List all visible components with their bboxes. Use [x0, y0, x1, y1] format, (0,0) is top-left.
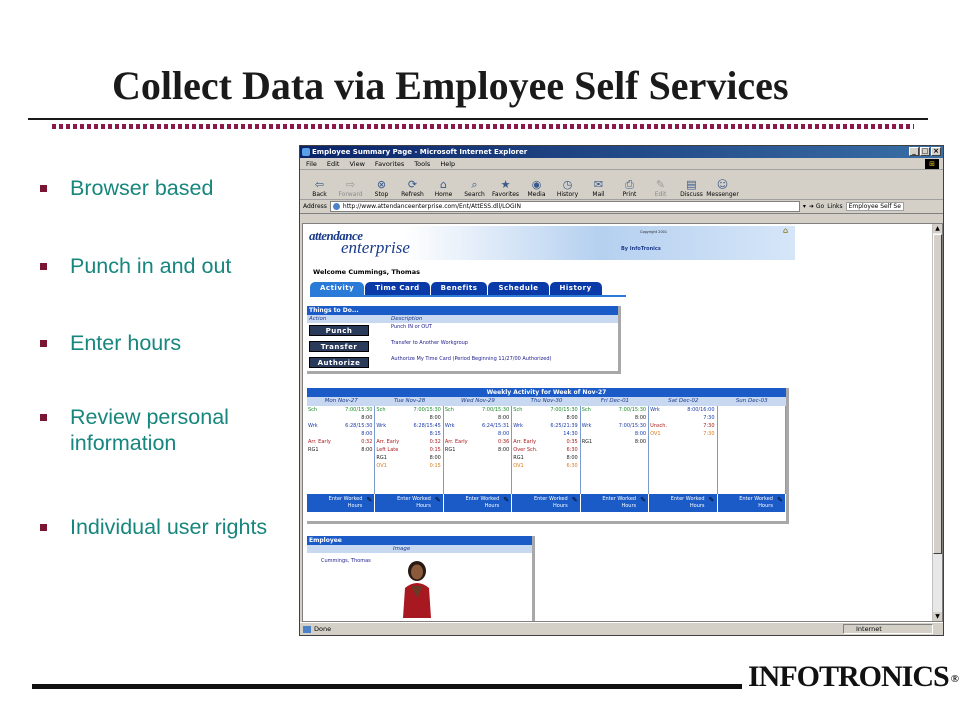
transfer-button[interactable]: Transfer [309, 341, 369, 352]
discuss-icon: ▤ [686, 178, 697, 191]
activity-value: 8:00 [498, 447, 510, 453]
bullet-item: Browser based [40, 175, 213, 201]
button-label: Hours [484, 503, 500, 509]
forward-icon: ⇨ [345, 178, 356, 191]
slide-title: Collect Data via Employee Self Services [112, 63, 789, 108]
activity-code: RG1 [513, 455, 524, 461]
toolbar-refresh-button[interactable] [397, 170, 428, 200]
menu-help[interactable]: Help [440, 160, 456, 168]
activity-value: 8:00 [429, 455, 441, 461]
activity-line [375, 430, 442, 438]
activity-code: Unsch. [650, 423, 668, 429]
day-column [581, 406, 649, 494]
activity-value: 8:00/16:00 [687, 407, 715, 413]
day-header: Wed Nov-29 [461, 398, 495, 404]
maximize-icon[interactable]: □ [921, 147, 929, 155]
activity-line [649, 406, 716, 414]
activity-line [512, 406, 579, 414]
activity-code: Arr. Early [513, 439, 537, 445]
vertical-scrollbar[interactable] [932, 224, 942, 621]
enter-worked-hours-button[interactable] [649, 494, 717, 512]
toolbar-media-button[interactable] [521, 170, 552, 200]
title-rule [28, 118, 928, 120]
infotronics-logo: INFOTRONICS ® [748, 660, 958, 693]
tab-history[interactable]: History [550, 282, 602, 295]
activity-code: Sch [513, 407, 523, 413]
activity-line [581, 414, 648, 422]
activity-line [375, 462, 442, 470]
window-title: Employee Summary Page - Microsoft Internet Explorer [312, 148, 528, 156]
day-header: Sat Dec-02 [668, 398, 699, 404]
toolbar-label: Mail [592, 191, 605, 198]
toolbar-forward-button[interactable] [335, 170, 366, 200]
toolbar-edit-button[interactable] [645, 170, 676, 200]
activity-line [307, 430, 374, 438]
activity-value: 0:35 [566, 439, 578, 445]
attendance-enterprise-banner [305, 226, 795, 260]
day-header: Fri Dec-01 [600, 398, 630, 404]
activity-line [581, 438, 648, 446]
button-label: Hours [347, 503, 363, 509]
activity-line [512, 414, 579, 422]
minimize-icon[interactable]: _ [909, 147, 919, 156]
toolbar-mail-button[interactable] [583, 170, 614, 200]
activity-code: Wrk [650, 407, 660, 413]
windows-logo-icon: ⊞ [925, 159, 939, 169]
menu-view[interactable]: View [349, 160, 365, 168]
toolbar-label: Stop [374, 191, 389, 198]
activity-code: Wrk [444, 423, 455, 429]
media-icon: ◉ [531, 178, 542, 191]
ie-icon [302, 148, 310, 156]
activity-value: 7:00/15:30 [413, 407, 441, 413]
mail-icon: ✉ [593, 178, 604, 191]
toolbar-discuss-button[interactable] [676, 170, 707, 200]
activity-code: Sch [308, 407, 318, 413]
activity-line [307, 438, 374, 446]
activity-line [307, 422, 374, 430]
activity-code: Wrk [581, 423, 592, 429]
tab-bar [310, 282, 602, 295]
address-dropdown-icon[interactable]: ▾ [802, 203, 806, 210]
browser-window [299, 145, 944, 636]
status-text: Done [314, 625, 332, 633]
tab-activity[interactable]: Activity [310, 282, 364, 295]
toolbar-messenger-button[interactable] [707, 170, 738, 200]
activity-code: Arr. Early [444, 439, 468, 445]
enter-worked-hours-button[interactable] [307, 494, 375, 512]
employee-columns [307, 545, 532, 553]
activity-value: 7:00/15:30 [550, 407, 578, 413]
day-column [718, 406, 786, 494]
col-image: Image [393, 546, 411, 552]
activity-value: 14:30 [563, 431, 578, 437]
activity-value: 8:00 [429, 415, 441, 421]
tab-time-card[interactable]: Time Card [365, 282, 429, 295]
activity-code: Sch [376, 407, 386, 413]
activity-line [512, 454, 579, 462]
edit-icon: ✎ [655, 178, 666, 191]
activity-line [375, 446, 442, 454]
weekly-day-headers [307, 397, 786, 406]
activity-line [307, 414, 374, 422]
activity-value: 7:30 [703, 415, 715, 421]
todo-columns [307, 315, 618, 323]
activity-code: RG1 [444, 447, 456, 453]
toolbar-label: Media [527, 191, 546, 198]
menu-edit[interactable]: Edit [326, 160, 340, 168]
enter-hours-row [307, 494, 786, 512]
status-bar [300, 622, 943, 635]
activity-line [512, 438, 579, 446]
activity-code: OV1 [513, 463, 524, 469]
col-action: Action [309, 316, 327, 322]
todo-row [307, 355, 618, 371]
scroll-thumb[interactable] [933, 234, 942, 554]
toolbar-home-button[interactable] [428, 170, 459, 200]
day-header: Tue Nov-28 [394, 398, 426, 404]
authorize-button[interactable]: Authorize [309, 357, 369, 368]
activity-value: 6:30 [566, 447, 578, 453]
toolbar-label: Back [312, 191, 327, 198]
menu-tools[interactable]: Tools [414, 160, 431, 168]
day-column [375, 406, 443, 494]
activity-line [375, 422, 442, 430]
activity-value: 7:00/15:30 [345, 407, 373, 413]
activity-value: 6:28/15:45 [413, 423, 441, 429]
activity-line [581, 422, 648, 430]
toolbar-label: Edit [654, 191, 667, 198]
things-to-do-panel [307, 306, 621, 374]
activity-value: 0:15 [429, 463, 441, 469]
activity-value: 6:24/15:31 [481, 423, 510, 429]
back-icon: ⇦ [314, 178, 325, 191]
favorites-icon: ★ [500, 178, 511, 191]
activity-value: 0:36 [498, 439, 510, 445]
activity-value: 8:00 [361, 415, 373, 421]
toolbar-history-button[interactable] [552, 170, 583, 200]
weekly-activity-panel [307, 388, 789, 524]
scroll-down-icon[interactable]: ▼ [933, 612, 942, 621]
activity-line [375, 406, 442, 414]
address-label: Address [303, 203, 327, 210]
activity-value: 8:00 [566, 455, 578, 461]
activity-value: 8:00 [566, 415, 578, 421]
toolbar-back-button[interactable] [304, 170, 335, 200]
activity-line [375, 454, 442, 462]
todo-description: Authorize My Time Card (Period Beginning 11/27/00 Authorized) [391, 356, 552, 362]
history-icon: ◷ [562, 178, 573, 191]
search-icon: ⌕ [471, 178, 478, 191]
activity-code: RG1 [308, 447, 319, 453]
copyright-text: Copyright 2001 [640, 230, 668, 234]
toolbar-label: Print [622, 191, 637, 198]
activity-line [581, 430, 648, 438]
activity-line [512, 446, 579, 454]
ae-logo-line1: attendance [309, 228, 363, 243]
security-zone: Internet [843, 624, 933, 634]
menu-favorites[interactable]: Favorites [374, 160, 405, 168]
activity-line [512, 462, 579, 470]
toolbar-label: Refresh [401, 191, 424, 198]
enter-worked-hours-button[interactable] [375, 494, 443, 512]
button-label: Hours [758, 503, 773, 509]
stop-icon: ⊗ [376, 178, 387, 191]
bullet-item: Punch in and out [40, 253, 231, 279]
activity-code: Arr. Early [308, 439, 331, 445]
todo-row [307, 323, 618, 339]
activity-value: 7:00/15:30 [618, 423, 647, 429]
activity-value: 7:00/15:30 [618, 407, 647, 413]
activity-value: 8:00 [634, 439, 647, 445]
day-header: Mon Nov-27 [324, 398, 358, 404]
tab-benefits[interactable]: Benefits [431, 282, 488, 295]
activity-code: Sch [581, 407, 591, 413]
day-column [444, 406, 512, 494]
tab-schedule[interactable]: Schedule [488, 282, 548, 295]
activity-line [444, 406, 511, 414]
refresh-icon: ⟳ [407, 178, 418, 191]
button-label: Hours [621, 503, 637, 509]
button-label: Enter Worked [328, 496, 363, 502]
activity-code: Arr. Early [376, 439, 400, 445]
activity-line [375, 414, 442, 422]
page-home-icon[interactable]: ⌂ [783, 226, 789, 235]
bullet-item: Review personal information [40, 404, 290, 456]
weekly-grid [307, 406, 786, 494]
menu-bar [300, 158, 943, 170]
button-label: Hours [689, 503, 705, 509]
button-label: Enter Worked [533, 496, 568, 502]
tab-underline [310, 295, 626, 297]
activity-value: 0:32 [429, 439, 441, 445]
url-input[interactable]: http://www.attendanceenterprise.com/Ent/AttESS.dll/LOGIN [330, 201, 800, 212]
page-viewport [302, 223, 943, 622]
toolbar-favorites-button[interactable] [490, 170, 521, 200]
ae-logo-line2: enterprise [341, 238, 410, 257]
toolbar-label: Discuss [680, 191, 703, 198]
activity-value: 7:30 [703, 423, 715, 429]
todo-description: Punch IN or OUT [391, 324, 432, 330]
enter-worked-hours-button[interactable] [581, 494, 649, 512]
activity-code: Wrk [308, 423, 318, 429]
todo-description: Transfer to Another Workgroup [391, 340, 468, 346]
close-icon[interactable]: × [931, 147, 941, 156]
employee-name: Cummings, Thomas [321, 558, 371, 564]
activity-code: Sch [444, 407, 454, 413]
enter-worked-hours-button[interactable] [444, 494, 512, 512]
enter-worked-hours-button[interactable] [718, 494, 786, 512]
activity-value: 8:00 [361, 431, 373, 437]
activity-value: 8:00 [634, 415, 647, 421]
activity-code: OV1 [376, 463, 387, 469]
activity-line [375, 438, 442, 446]
activity-code: Left Late [376, 447, 399, 453]
button-label: Enter Worked [602, 496, 637, 502]
activity-line [649, 422, 716, 430]
toolbar [300, 170, 943, 200]
activity-code: RG1 [376, 455, 387, 461]
messenger-icon: ☺ [716, 178, 729, 191]
toolbar-label: Messenger [706, 191, 739, 198]
activity-line [444, 430, 511, 438]
day-column [307, 406, 375, 494]
title-dotted-rule [52, 124, 914, 129]
activity-value: 0:32 [361, 439, 373, 445]
toolbar-label: History [556, 191, 579, 198]
home-icon: ⌂ [440, 178, 447, 191]
links-item-employee-self-service[interactable]: Employee Self Se [846, 202, 904, 211]
activity-line [649, 430, 716, 438]
employee-photo [399, 558, 435, 618]
activity-line [581, 406, 648, 414]
punch-button[interactable]: Punch [309, 325, 369, 336]
address-bar [300, 200, 943, 214]
activity-line [512, 422, 579, 430]
toolbar-label: Home [434, 191, 453, 198]
toolbar-search-button[interactable] [459, 170, 490, 200]
activity-value: 8:00 [361, 447, 373, 453]
button-label: Enter Worked [465, 496, 500, 502]
links-button[interactable]: Links [827, 203, 843, 210]
activity-value: 6:30 [566, 463, 578, 469]
activity-code: Wrk [376, 423, 387, 429]
bullet-item: Enter hours [40, 330, 181, 356]
activity-value: 8:15 [429, 431, 441, 437]
toolbar-label: Search [464, 191, 485, 198]
activity-line [444, 446, 511, 454]
todo-row [307, 339, 618, 355]
day-header: Sun Dec-03 [735, 398, 768, 404]
welcome-text: Welcome Cummings, Thomas [313, 268, 420, 276]
activity-line [307, 446, 374, 454]
activity-value: 6:25/21:39 [550, 423, 578, 429]
enter-worked-hours-button[interactable] [512, 494, 580, 512]
activity-value: 7:30 [703, 431, 715, 437]
activity-code: Wrk [513, 423, 523, 429]
activity-line [649, 414, 716, 422]
activity-line [307, 406, 374, 414]
toolbar-label: Forward [338, 191, 363, 198]
button-label: Enter Worked [397, 496, 431, 502]
print-icon: ⎙ [625, 178, 634, 191]
go-button[interactable]: ➜ Go [808, 203, 825, 210]
toolbar-stop-button[interactable] [366, 170, 397, 200]
button-label: Enter Worked [739, 496, 773, 502]
employee-panel [307, 536, 535, 622]
menu-file[interactable]: File [306, 160, 317, 168]
activity-line [512, 430, 579, 438]
activity-code: OV1 [650, 431, 661, 437]
toolbar-print-button[interactable] [614, 170, 645, 200]
bullet-item: Individual user rights [40, 514, 290, 540]
activity-line [444, 422, 511, 430]
button-label: Enter Worked [670, 496, 705, 502]
day-column [649, 406, 717, 494]
employee-header: Employee [307, 536, 532, 545]
activity-line [444, 438, 511, 446]
button-label: Hours [416, 503, 431, 509]
activity-code: RG1 [581, 439, 593, 445]
todo-header: Things to Do... [307, 306, 618, 315]
activity-value: 7:00/15:30 [481, 407, 510, 413]
activity-value: 8:00 [498, 431, 510, 437]
window-titlebar [300, 146, 943, 158]
activity-code: Over Sch. [513, 447, 538, 453]
activity-line [444, 414, 511, 422]
toolbar-label: Favorites [491, 191, 520, 198]
scroll-up-icon[interactable]: ▲ [933, 224, 942, 233]
activity-value: 8:00 [634, 431, 647, 437]
day-column [512, 406, 580, 494]
activity-value: 0:15 [429, 447, 441, 453]
col-description: Description [391, 316, 423, 322]
by-infotronics: By InfoTronics [621, 246, 661, 252]
day-header: Thu Nov-30 [530, 398, 563, 404]
activity-value: 8:00 [498, 415, 510, 421]
activity-value: 6:28/15:30 [345, 423, 373, 429]
weekly-header: Weekly Activity for Week of Nov-27 [307, 388, 786, 397]
bottom-rule [32, 684, 742, 689]
button-label: Hours [553, 503, 568, 509]
